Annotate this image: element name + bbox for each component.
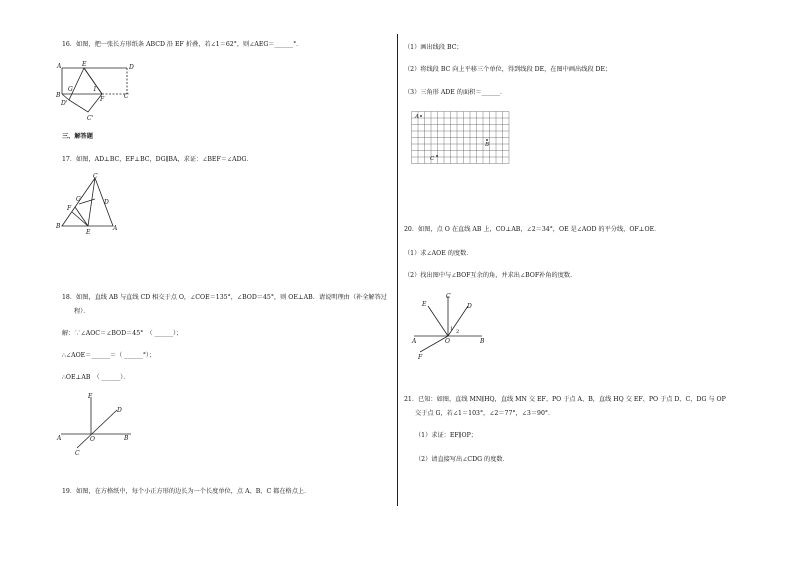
- q21-part-1: （1）求证：EF∥OP；: [415, 432, 477, 439]
- fig16-label: B: [56, 92, 61, 99]
- fig16-label: C': [87, 115, 94, 122]
- question-19: 19．如图，在方格纸中，每个小正方形的边长为一个长度单位，点 A、B、C 都在格点上．: [62, 488, 311, 495]
- fig17-label: D: [104, 199, 109, 206]
- fig18-label: C: [75, 450, 80, 457]
- fig18-label: A: [57, 435, 62, 442]
- figure-20: [410, 290, 495, 362]
- fig20-label: D: [467, 303, 472, 310]
- fig20-label: C: [446, 293, 451, 300]
- question-16: 16．如图，把一张长方形纸条 ABCD 沿 EF 折叠，若∠1＝62°，则∠AEG＝______°．: [62, 41, 303, 48]
- fig16-label: D: [129, 64, 134, 71]
- q18-solution-line-3: ∴OE⊥AB （ ______）．: [62, 374, 130, 381]
- question-17: 17．如图，AD⊥BC，EF⊥BC，DG∥BA，求证：∠BEF＝∠ADG．: [62, 156, 253, 163]
- point-b: [486, 139, 488, 141]
- figure-19-grid: [410, 110, 510, 166]
- fig16-label: E: [82, 61, 87, 68]
- fig16-label: G: [68, 86, 73, 93]
- fig19-label: C: [430, 156, 435, 162]
- fig16-label: F: [100, 96, 105, 103]
- section-heading: 三、解答题: [62, 133, 93, 140]
- fig18-label: D: [117, 407, 122, 414]
- fig17-label: E: [86, 229, 91, 236]
- q19-part-2: （2）将线段 BC 向上平移三个单位，得到线段 DE，在图中画出线段 DE；: [404, 66, 612, 73]
- q19-part-1: （1）画出线段 BC；: [404, 44, 463, 51]
- fig20-label: B: [480, 338, 485, 345]
- figure-16: [52, 60, 142, 122]
- fig20-label: F: [418, 354, 423, 361]
- fig17-label: F: [67, 205, 72, 212]
- figure-17: [55, 174, 125, 234]
- q18-solution-line-1: 解：∵∠AOC＝∠BOD＝45° （ ______）；: [62, 330, 183, 337]
- question-20: 20．如图，点 O 在直线 AB 上，CO⊥AB，∠2＝34°，OE 是∠AOD 的平分线，OF⊥OE．: [404, 226, 661, 233]
- fig20-label: E: [422, 301, 427, 308]
- fig17-label: A: [113, 225, 118, 232]
- question-21-cont: 交于点 G，若∠1＝103°，∠2＝77°，∠3＝90°．: [415, 410, 555, 417]
- fig17-label: G: [76, 196, 81, 203]
- question-18-cont: 程）．: [74, 308, 90, 315]
- question-21: 21．已知：如图，直线 MN∥HQ，直线 MN 交 EF、PO 于点 A、B，直线 HQ 交 EF、PO 于点 D、C，DG 与 OP: [404, 396, 726, 403]
- q20-part-2: （2）找出图中与∠BOF互余的角，并求出∠BOF补角的度数．: [404, 272, 577, 279]
- fig18-label: B: [124, 435, 129, 442]
- fig18-label: E: [88, 393, 93, 400]
- fig17-label: B: [56, 223, 61, 230]
- fig20-label: 1: [450, 326, 454, 332]
- fig16-label: A: [57, 63, 62, 70]
- figure-18: [55, 392, 140, 458]
- point-c: [436, 155, 438, 157]
- fig19-label: A: [415, 114, 419, 120]
- question-18: 18．如图，直线 AB 与直线 CD 相交于点 O，∠COE＝135°，∠BOD＝45°，则 OE⊥AB．请说明理由（补全解答过: [62, 294, 387, 301]
- q21-part-2: （2）请直接写出∠CDG 的度数．: [415, 456, 509, 463]
- point-a: [420, 115, 422, 117]
- fig20-label: O: [445, 338, 450, 345]
- fig16-label: C: [124, 93, 129, 100]
- fig19-label: B: [485, 142, 490, 148]
- q20-part-1: （1）求∠AOE 的度数．: [404, 250, 473, 257]
- fig16-label: 1: [93, 86, 97, 93]
- fig20-label: A: [412, 338, 417, 345]
- q19-part-3: （3）三角形 ADE 的面积＝______．: [404, 89, 507, 96]
- column-divider: [397, 34, 398, 506]
- fig17-label: C: [93, 173, 98, 180]
- fig16-label: D': [61, 100, 68, 107]
- q18-solution-line-2: ∴∠AOE＝______＝（ ______°）；: [62, 352, 156, 359]
- fig20-label: 2: [456, 329, 460, 335]
- fig18-label: O: [90, 436, 95, 443]
